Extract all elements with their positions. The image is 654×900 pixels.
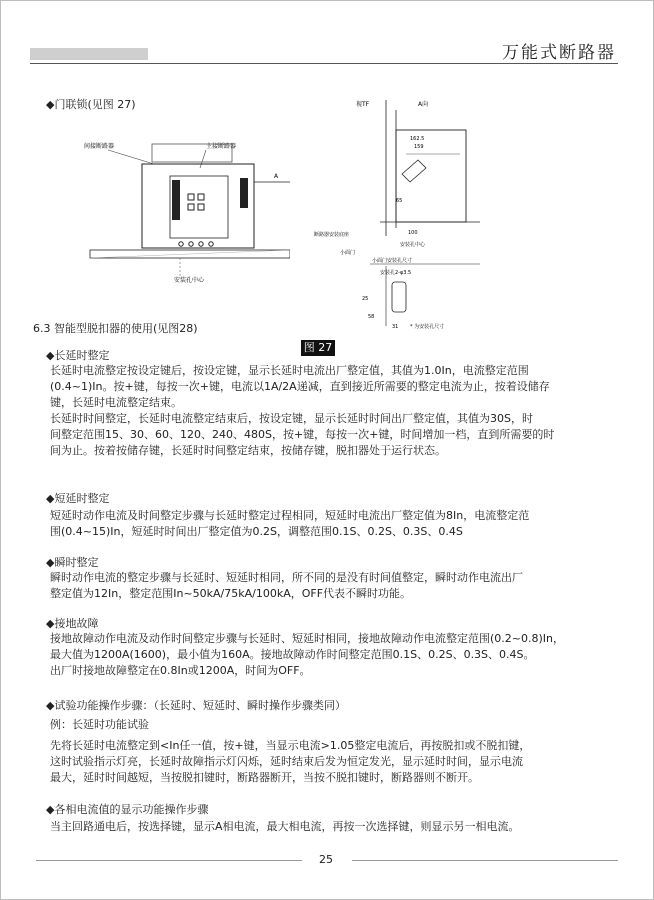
figure-label-breaker-b: 主接断路器 xyxy=(206,143,237,150)
figure-label-small-note: 小面门安装孔尺寸 xyxy=(372,258,413,264)
text-line: 间为止。按着按储存键，长延时时间整定结束，按储存键，脱扣器处于运行状态。 xyxy=(50,444,446,457)
figure-label-dim4: 100 xyxy=(408,230,418,236)
figure-label-view: 视TF xyxy=(356,101,370,108)
text-line: 瞬时动作电流的整定步骤与长延时、短延时相同，所不同的是没有时间值整定，瞬时动作电流出厂 xyxy=(50,571,523,584)
figure-label-breaker-a: 间接断路器 xyxy=(84,143,115,150)
text-line: 最大，延时时间越短，当按脱扣键时，断路器断开，当按不脱扣键时，断路器则不断开。 xyxy=(50,771,479,784)
footer-rule-right xyxy=(352,860,618,861)
figure-left xyxy=(80,120,290,290)
figure-label-dim1: 162.5 xyxy=(410,136,425,142)
instant-heading: ◆瞬时整定 xyxy=(46,556,99,569)
figure-label-bolt: 断路器安装底座 xyxy=(314,232,350,238)
header-bar xyxy=(30,48,148,60)
figure-label-top: A向 xyxy=(418,101,429,108)
door-interlock-heading: ◆门联锁(见图 27) xyxy=(46,98,136,111)
footer-rule-left xyxy=(36,860,302,861)
text-line: 出厂时接地故障整定在0.8In或1200A，时间为OFF。 xyxy=(50,664,311,677)
figure-label-small-view: 小面门 xyxy=(340,250,356,256)
ground-fault-heading: ◆接地故障 xyxy=(46,617,99,630)
text-line: 接地故障动作电流及动作时间整定步骤与长延时、短延时相同，接地故障动作电流整定范围(0.2~0.8)In， xyxy=(50,632,564,645)
long-delay-text xyxy=(50,363,632,459)
test-function-text xyxy=(50,738,632,786)
figure-label-arrow: A xyxy=(274,173,279,180)
text-line: 整定值为12In，整定范围In~50kA/75kA/100kA，OFF代表不瞬时功能。 xyxy=(50,587,412,600)
phase-current-text xyxy=(50,819,632,835)
text-line: 键，长延时电流整定结束。 xyxy=(50,396,182,409)
text-line: (0.4~1)In。按+键，每按一次+键，电流以1A/2A递减，直到接近所需要的整定电流为止，按着设储存 xyxy=(50,380,550,393)
text-line: 这时试验指示灯亮，长延时故障指示灯闪烁，延时结束后发为恒定发光，显示延时时间，显示电流 xyxy=(50,755,523,768)
figure-label-small-dim3: 58 xyxy=(368,314,375,320)
figure-label-install: 安装孔中心 xyxy=(400,242,426,248)
instant-text xyxy=(50,570,632,602)
header-rule xyxy=(30,63,618,64)
text-line: 短延时动作电流及时间整定步骤与长延时整定过程相同，短延时电流出厂整定值为8In，电流整定范 xyxy=(50,509,530,522)
figure-label-dim3: 65 xyxy=(396,198,403,204)
figure-label-center: 安装孔中心 xyxy=(174,277,205,284)
figure-label-dim2: 159 xyxy=(414,144,424,150)
figure-label-small-hole: 安装孔2-φ3.5 xyxy=(380,270,412,276)
test-function-example: 例：长延时功能试验 xyxy=(50,718,149,731)
text-line: 先将长延时电流整定到<In任一值，按+键，当显示电流>1.05整定电流后，再按脱扣或不脱扣键， xyxy=(50,739,531,752)
ground-fault-text xyxy=(50,631,632,679)
short-delay-text xyxy=(50,508,632,540)
text-line: 围(0.4~15)In，短延时时间出厂整定值为0.2S，调整范围0.1S、0.2S、0.3S、0.4S xyxy=(50,525,463,538)
text-line: 最大值为1200A(1600)，最小值为160A。接地故障动作时间整定范围0.1S、0.2S、0.3S、0.4S。 xyxy=(50,648,535,661)
phase-current-heading: ◆各相电流值的显示功能操作步骤 xyxy=(46,803,209,816)
text-line: 当主回路通电后，按选择键，显示A相电流，最大相电流，再按一次选择键，则显示另一相电流。 xyxy=(50,820,520,833)
figure-label-small-dim1: 25 xyxy=(362,296,369,302)
text-line: 间整定范围15、30、60、120、240、480S，按+键，每按一次+键，时间增加一档，直到所需要的时 xyxy=(50,428,555,441)
figure-label-small-dim2: 31 xyxy=(392,324,399,330)
figure-caption: 图 27 xyxy=(301,340,335,356)
text-line: 长延时时间整定，长延时电流整定结束后，按设定键，显示长延时时间出厂整定值，其值为30S，时 xyxy=(50,412,533,425)
page-number: 25 xyxy=(310,853,342,866)
section-6-3-heading: 6.3 智能型脱扣器的使用(见图28) xyxy=(33,322,198,335)
short-delay-heading: ◆短延时整定 xyxy=(46,492,110,505)
test-function-heading: ◆试验功能操作步骤：（长延时、短延时、瞬时操作步骤类同） xyxy=(46,699,346,712)
text-line: 长延时电流整定按设定键后，按设定键，显示长延时电流出厂整定值，其值为1.0In，电流整定范围 xyxy=(50,364,529,377)
figure-label-small-note2: * 为安装孔尺寸 xyxy=(410,324,445,330)
long-delay-heading: ◆长延时整定 xyxy=(46,349,110,362)
document-title: 万能式断路器 xyxy=(502,43,616,63)
figure-right xyxy=(300,96,510,336)
